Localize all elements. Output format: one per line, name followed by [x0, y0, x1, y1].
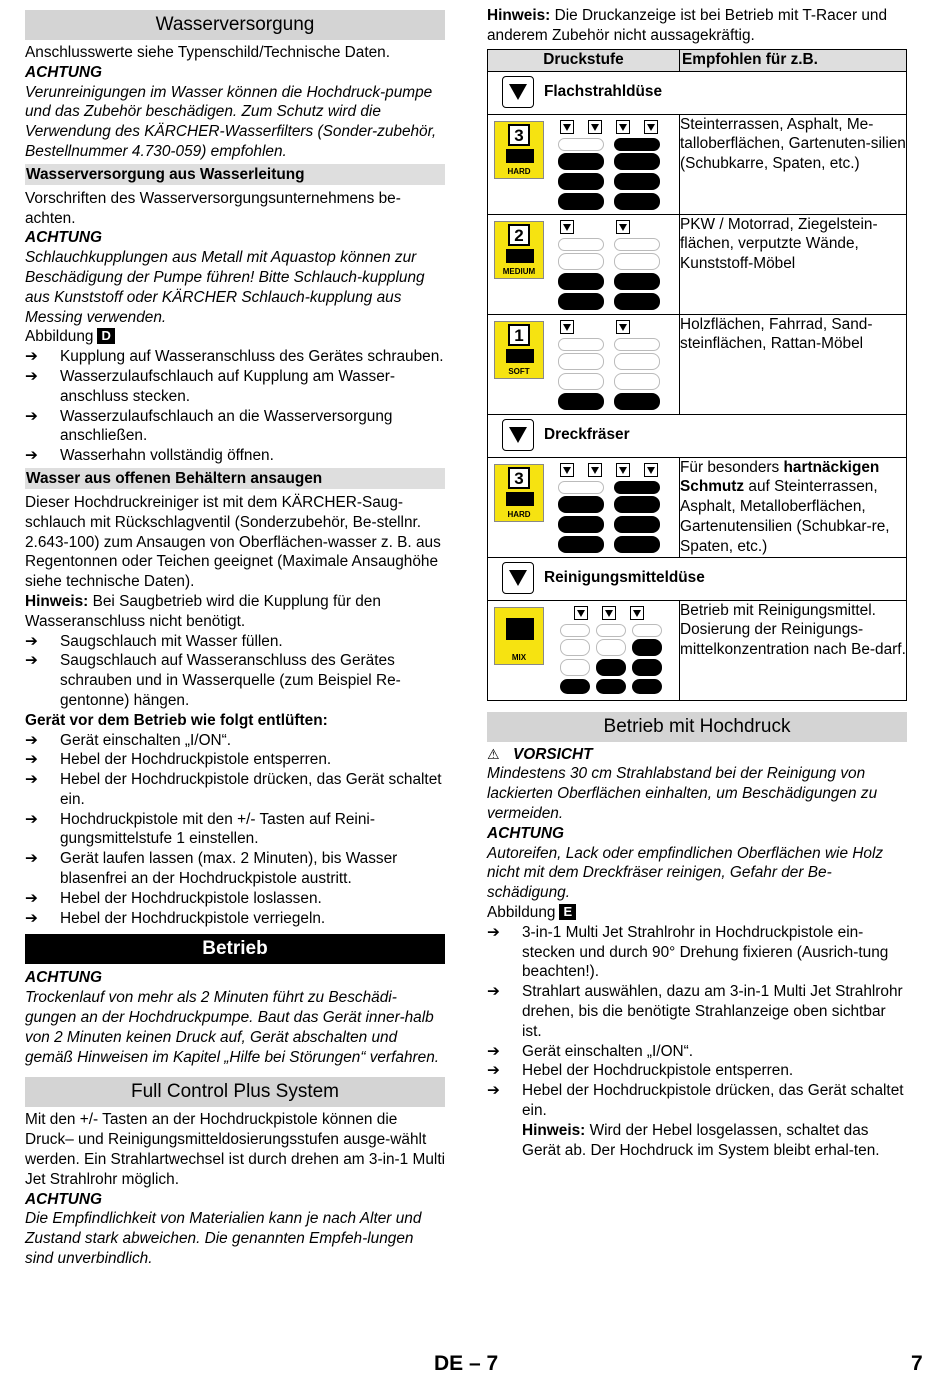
figure-badge: D: [97, 328, 114, 344]
achtung-label: ACHTUNG: [25, 63, 102, 81]
step-item: ➔ Gerät einschalten „I/ON“.: [25, 731, 445, 751]
abbildung-label: Abbildung: [25, 328, 94, 346]
soft-description: Holzflächen, Fahrrad, Sand-steinflächen, Rattan-Möbel: [680, 314, 907, 414]
pressure-bars-icon: [558, 120, 672, 212]
achtung-label: ACHTUNG: [25, 229, 102, 247]
right-column: [487, 6, 907, 1160]
hinweis-text: Bei Saugbetrieb wird die Kupplung für den Wasseranschluss nicht benötigt.: [25, 592, 381, 630]
hinweis-text: Die Druckanzeige ist bei Betrieb mit T-Racer und anderem Zubehör nicht aussagekräftig.: [487, 7, 888, 44]
warning-icon: ⚠: [487, 745, 500, 762]
text-behaelter: Dieser Hochdruckreiniger ist mit dem KÄRCHER-Saug-schlauch mit Rückschlagventil (Sonderzubehör, Be-stellnr. 2.643-100) zum Ansaugen von Oberflächen-wasser z. B. aus Regentonnen oder Teichen geeignet (Maximale Ansaughöhe siehe technische Daten).: [25, 493, 441, 591]
step-item: ➔ Hochdruckpistole mit den +/- Tasten auf Reini-gungsmittelstufe 1 einstellen.: [25, 810, 445, 850]
heading-betrieb: Betrieb: [25, 934, 445, 964]
nozzle-label: Flachstrahldüse: [544, 83, 663, 101]
detergent-bars-icon: [558, 606, 672, 698]
achtung-text: Trockenlauf von mehr als 2 Minuten führt zu Beschädi-gungen an der Hochdruckpumpe. Baut das Gerät inner-halb von 2 Minuten keinen Druck auf, Gerät abschalten und gemäß Hinweisen im Kapitel „Hilfe bei Störungen“ verfahren.: [25, 989, 440, 1066]
nozzle-row-dreckfraeser: [488, 414, 907, 457]
level-hard-cell: [488, 114, 680, 214]
step-item: ➔ 3-in-1 Multi Jet Strahlrohr in Hochdruckpistole ein-stecken und durch 90° Drehung fixieren (Ausrich-tung beachten!).: [487, 923, 907, 982]
mix-description: Betrieb mit Reinigungsmittel. Dosierung der Reinigungs-mittelkonzentration nach Be-darf.: [680, 600, 907, 700]
heading-wasserversorgung: Wasserversorgung: [25, 10, 445, 40]
step-item: ➔ Hebel der Hochdruckpistole drücken, das Gerät schaltet ein.: [487, 1081, 907, 1121]
level-medium-cell: [488, 214, 680, 314]
vorsicht-text: Mindestens 30 cm Strahlabstand bei der Reinigung von lackierten Oberflächen einhalten, um Beschädigungen zu vermeiden.: [487, 765, 878, 822]
abbildung-line: [25, 327, 445, 347]
achtung-text: Verunreinigungen im Wasser können die Hochdruck-pumpe und das Zubehör beschädigen. Zum Schutz wird die Verwendung des KÄRCHER-Wasserfilters (Sonder-zubehör, Bestellnummer 4.730-059) empfohlen.: [25, 83, 437, 160]
hinweis-label: Hinweis:: [25, 592, 89, 610]
step-item: ➔ Hebel der Hochdruckpistole entsperren.: [487, 1061, 907, 1081]
detergent-nozzle-icon: [502, 562, 534, 594]
heading-wasserleitung: Wasserversorgung aus Wasserleitung: [25, 164, 445, 185]
col-header-empfohlen: Empfohlen für z.B.: [680, 49, 907, 71]
achtung-label: ACHTUNG: [25, 1190, 102, 1208]
hinweis-para: [487, 1121, 907, 1161]
heading-hochdruck: Betrieb mit Hochdruck: [487, 712, 907, 742]
step-item: ➔ Gerät laufen lassen (max. 2 Minuten), bis Wasser blasenfrei an der Hochdruckpistole austritt.: [25, 849, 445, 889]
vorsicht-line: [487, 745, 907, 765]
abbildung-line: [487, 903, 907, 923]
pressure-bars-icon: [558, 463, 672, 555]
step-item: ➔ Hebel der Hochdruckpistole verriegeln.: [25, 909, 445, 929]
step-item: ➔ Wasserhahn vollständig öffnen.: [25, 446, 445, 466]
page-number: 7: [911, 1352, 923, 1375]
hard-level-icon: 3 HARD: [494, 121, 544, 179]
step-item: ➔ Saugschlauch auf Wasseranschluss des Gerätes schrauben und in Wasserquelle (zum Beispiel Re-gentonne) hängen.: [25, 651, 445, 710]
step-item: ➔ Hebel der Hochdruckpistole loslassen.: [25, 889, 445, 909]
step-item: ➔ Gerät einschalten „I/ON“.: [487, 1042, 907, 1062]
step-item: ➔ Saugschlauch mit Wasser füllen.: [25, 632, 445, 652]
hinweis-para: [25, 592, 445, 632]
figure-badge: E: [559, 904, 576, 920]
abbildung-label: Abbildung: [487, 903, 556, 921]
step-item: ➔ Strahlart auswählen, dazu am 3-in-1 Multi Jet Strahlrohr drehen, bis die benötigte Strahlanzeige oben sichtbar ist.: [487, 982, 907, 1041]
nozzle-label: Dreckfräser: [544, 426, 630, 444]
level-soft-cell: [488, 314, 680, 414]
medium-level-icon: 2 MEDIUM: [494, 221, 544, 279]
heading-full-control: Full Control Plus System: [25, 1077, 445, 1107]
vorsicht-label: VORSICHT: [513, 745, 593, 763]
nozzle-row-reinigung: [488, 557, 907, 600]
hinweis-label: Hinweis:: [487, 7, 551, 24]
achtung-text: Die Empfindlichkeit von Materialien kann je nach Alter und Zustand stark abweichen. Die genannten Empfeh-lungen sind unverbindlich.: [25, 1210, 422, 1268]
achtung-label: ACHTUNG: [25, 969, 102, 987]
dirt-blaster-nozzle-icon: [502, 419, 534, 451]
page-label: DE – 7: [434, 1352, 499, 1375]
step-item: ➔ Wasserzulaufschlauch auf Kupplung am Wasser-anschluss stecken.: [25, 367, 445, 407]
flat-jet-nozzle-icon: [502, 76, 534, 108]
pressure-table: [487, 49, 907, 701]
text-anschluss: Anschlusswerte siehe Typenschild/Technische Daten.: [25, 44, 391, 61]
step-item: ➔ Kupplung auf Wasseranschluss des Gerätes schrauben.: [25, 347, 445, 367]
achtung-text: Schlauchkupplungen aus Metall mit Aquastop können zur Beschädigung der Pumpe führen! Bitte Schlauch-kupplung aus Kunststoff oder KÄRCHER Schlauch-kupplung aus Messing verwenden.: [25, 249, 425, 326]
hinweis-para: [487, 6, 907, 46]
soft-level-icon: 1 SOFT: [494, 321, 544, 379]
dreck-description: Für besonders hartnäckigen Schmutz auf Steinterrassen, Asphalt, Metalloberflächen, Gartenutensilien (Schubkar-re, Spaten, etc.): [680, 457, 907, 557]
hard-level-icon: 3 HARD: [494, 464, 544, 522]
left-column: [25, 6, 445, 1269]
hinweis-label: Hinweis:: [522, 1121, 586, 1139]
level-mix-cell: [488, 600, 680, 700]
entlueften-heading: Gerät vor dem Betrieb wie folgt entlüften:: [25, 711, 328, 729]
mix-level-icon: MIX: [494, 607, 544, 665]
text-full-control: Mit den +/- Tasten an der Hochdruckpistole können die Druck– und Reinigungsmitteldosierungsstufen ausge-wählt werden. Ein Strahlartwechsel ist durch drehen am 3-in-1 Multi Jet Strahlrohr möglich.: [25, 1111, 446, 1188]
text-vorschriften: Vorschriften des Wasserversorgungsunternehmens be-achten.: [25, 189, 401, 227]
medium-description: PKW / Motorrad, Ziegelstein-flächen, verputzte Wände, Kunststoff-Möbel: [680, 214, 907, 314]
heading-behaelter: Wasser aus offenen Behältern ansaugen: [25, 468, 445, 489]
achtung-text: Autoreifen, Lack oder empfindlichen Oberflächen wie Holz nicht mit dem Dreckfräser reinigen, Gefahr der Be-schädigung.: [487, 844, 884, 902]
col-header-druckstufe: Druckstufe: [488, 49, 680, 71]
level-dreck-hard-cell: [488, 457, 680, 557]
step-item: ➔ Wasserzulaufschlauch an die Wasserversorgung anschließen.: [25, 407, 445, 447]
step-item: ➔ Hebel der Hochdruckpistole drücken, das Gerät schaltet ein.: [25, 770, 445, 810]
step-item: ➔ Hebel der Hochdruckpistole entsperren.: [25, 750, 445, 770]
pressure-bars-icon: [558, 320, 672, 412]
pressure-bars-icon: [558, 220, 672, 312]
nozzle-row-flachstrahl: [488, 71, 907, 114]
hinweis-text: Wird der Hebel losgelassen, schaltet das Gerät ab. Der Hochdruck im System bleibt erhal-ten.: [522, 1121, 880, 1159]
nozzle-label: Reinigungsmitteldüse: [544, 569, 705, 587]
achtung-label: ACHTUNG: [487, 824, 564, 842]
hard-description: Steinterrassen, Asphalt, Me-talloberflächen, Gartenuten-silien (Schubkarre, Spaten, etc.): [680, 114, 907, 214]
